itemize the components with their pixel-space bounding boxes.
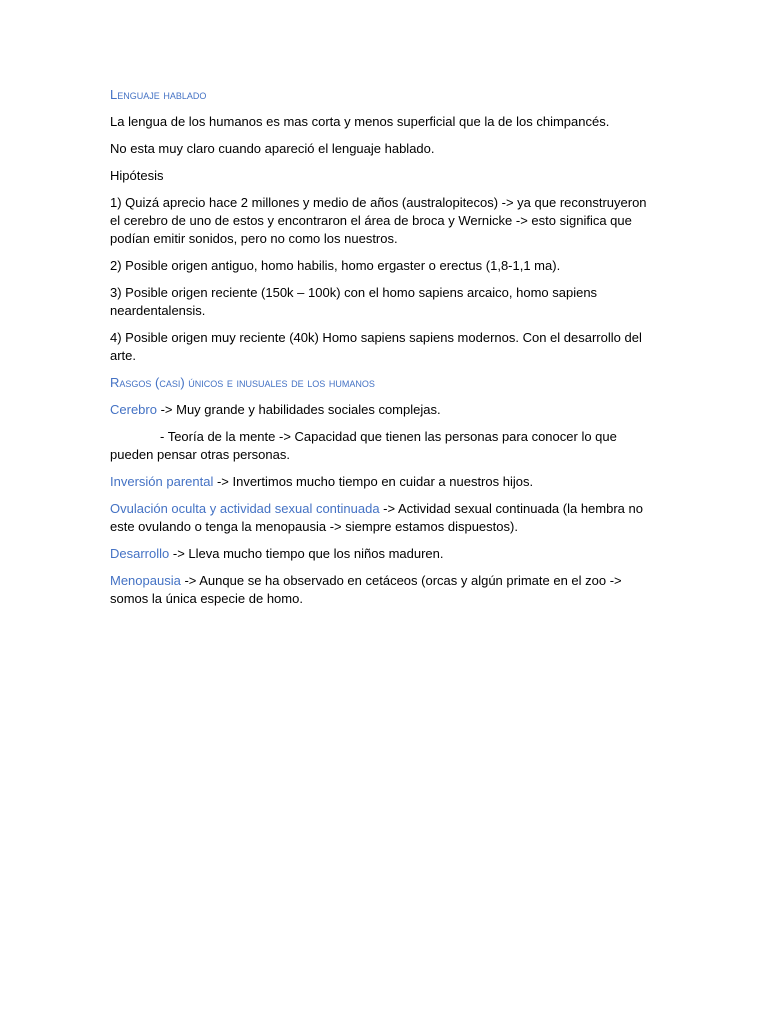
term-label: Ovulación oculta y actividad sexual continuada bbox=[110, 501, 380, 516]
section-heading-rasgos: Rasgos (casi) únicos e inusuales de los humanos bbox=[110, 375, 375, 390]
list-item bbox=[110, 500, 660, 536]
term-label: Inversión parental bbox=[110, 474, 214, 489]
list-item bbox=[110, 401, 660, 419]
paragraph: 4) Posible origen muy reciente (40k) Homo sapiens sapiens modernos. Con el desarrollo del arte. bbox=[110, 330, 642, 363]
sub-item bbox=[110, 428, 660, 464]
paragraph: 2) Posible origen antiguo, homo habilis, homo ergaster o erectus (1,8-1,1 ma). bbox=[110, 258, 561, 273]
sub-item-text: - Teoría de la mente -> Capacidad que tienen las personas para conocer lo que pueden pensar otras personas. bbox=[110, 429, 617, 462]
list-item bbox=[110, 572, 660, 608]
term-label: Desarrollo bbox=[110, 546, 170, 561]
term-description: -> Muy grande y habilidades sociales complejas. bbox=[156, 402, 441, 417]
paragraph: 3) Posible origen reciente (150k – 100k) con el homo sapiens arcaico, homo sapiens neardentalensis. bbox=[110, 285, 598, 318]
document-page bbox=[110, 86, 660, 617]
list-item bbox=[110, 473, 660, 491]
term-description: -> Lleva mucho tiempo que los niños maduren. bbox=[169, 546, 444, 561]
term-description: -> Actividad sexual continuada (la hembra no este ovulando o tenga la menopausia -> siempre estamos dispuestos). bbox=[110, 501, 643, 534]
term-description: -> Invertimos mucho tiempo en cuidar a nuestros hijos. bbox=[213, 474, 534, 489]
term-label: Menopausia bbox=[110, 573, 181, 588]
paragraph: La lengua de los humanos es mas corta y menos superficial que la de los chimpancés. bbox=[110, 114, 610, 129]
paragraph: 1) Quizá aprecio hace 2 millones y medio de años (australopitecos) -> ya que reconstruyeron el cerebro de uno de estos y encontraron el área de broca y Wernicke -> esto significa que podían emitir sonidos, pero no como los nuestros. bbox=[110, 195, 647, 246]
paragraph: Hipótesis bbox=[110, 168, 164, 183]
paragraph: No esta muy claro cuando apareció el lenguaje hablado. bbox=[110, 141, 435, 156]
term-description: -> Aunque se ha observado en cetáceos (orcas y algún primate en el zoo -> somos la única especie de homo. bbox=[110, 573, 622, 606]
section-heading-lenguaje: Lenguaje hablado bbox=[110, 87, 207, 102]
term-label: Cerebro bbox=[110, 402, 157, 417]
list-item bbox=[110, 545, 660, 563]
